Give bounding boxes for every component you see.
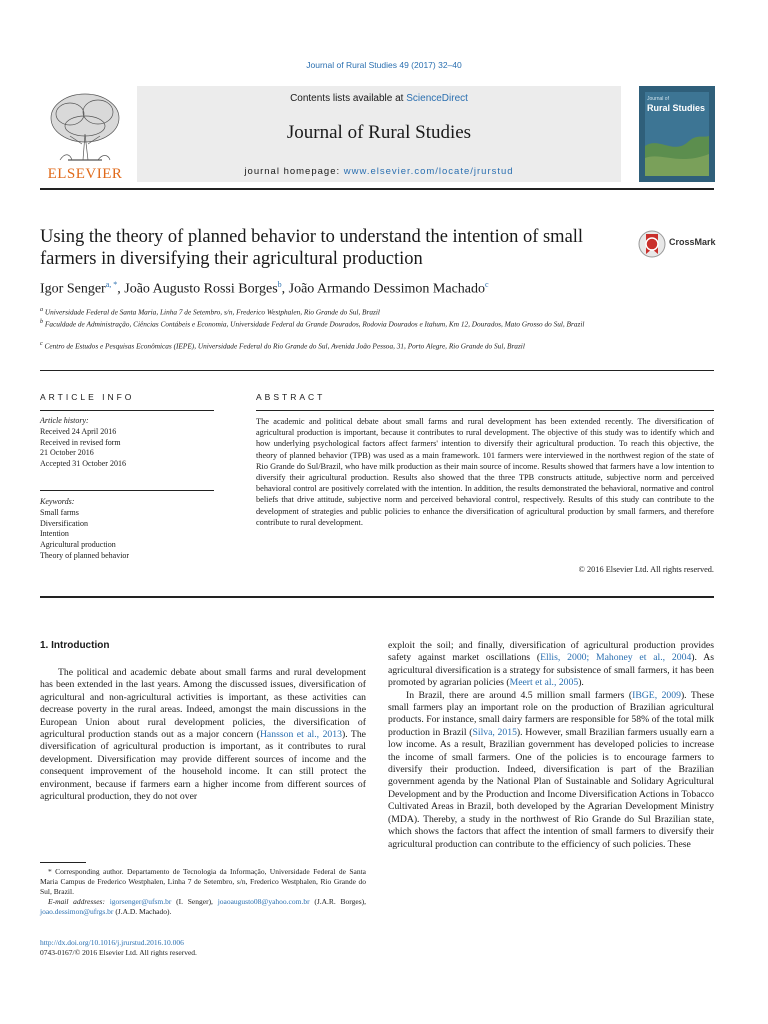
history-item: Received 24 April 2016: [40, 426, 117, 436]
citation-link[interactable]: Silva, 2015: [472, 726, 517, 738]
journal-homepage-line: [137, 166, 621, 177]
history-item: Received in revised form: [40, 437, 121, 447]
article-info-heading: ARTICLE INFO: [40, 392, 135, 402]
title-divider: [40, 370, 714, 371]
footnote-divider: [40, 862, 86, 863]
crossmark-label: CrossMark: [669, 237, 716, 247]
affiliation-c: [40, 339, 640, 352]
affiliation-mark: a: [40, 307, 44, 313]
text-run: ). As agricultural diversification is a strategy for subsistence of small farmers, it has been promoted by agrarian policies (: [388, 652, 714, 689]
history-item: 21 October 2016: [40, 448, 94, 458]
author-list: [40, 280, 720, 298]
author-separator: ,: [281, 281, 289, 297]
homepage-prefix: journal homepage:: [244, 166, 344, 177]
author-affiliation-mark[interactable]: c: [485, 280, 489, 289]
journal-cover-thumbnail[interactable]: [639, 86, 715, 182]
text-run: ). The diversification of agricultural production is important, as it contributes to rural development. Diversification may provide different sources of income and the consequent improvement of the household income. It can still protect the environment, because if farmers earn a higher income from different sources of agricultural production, they do not over: [40, 729, 366, 803]
author-name[interactable]: Igor Senger: [40, 281, 106, 297]
article-info-divider: [40, 410, 214, 411]
author-name[interactable]: João Armando Dessimon Machado: [288, 281, 485, 297]
doi-block: [40, 938, 366, 958]
email-link[interactable]: igorsenger@ufsm.br: [109, 897, 172, 906]
keyword-item: Theory of planned behavior: [40, 550, 130, 560]
journal-homepage-link[interactable]: www.elsevier.com/locate/jrurstud: [343, 166, 514, 177]
section-heading-introduction: 1. Introduction: [40, 640, 110, 651]
keywords-block: [40, 497, 220, 562]
crossmark-badge[interactable]: [638, 228, 718, 260]
email-addresses: [40, 897, 366, 917]
keyword-item: Small farms: [40, 507, 79, 517]
keywords-label: Keywords:: [40, 497, 75, 506]
journal-title: Journal of Rural Studies: [286, 122, 472, 143]
keyword-item: Diversification: [40, 518, 88, 528]
affiliation-mark: b: [40, 319, 44, 325]
corresponding-author-text: * Corresponding author. Departamento de Tecnologia da Informação, Universidade Federal de Santa Maria Campus de Frederico Westphalen, Linha 7 de Setembro, s/n, Frederico Westphalen, Rio Grande do Sul, Brazil.: [40, 867, 366, 896]
text-run: ).: [578, 677, 584, 689]
keyword-item: Agricultural production: [40, 540, 116, 550]
affiliation-mark: c: [40, 341, 43, 347]
author-name[interactable]: João Augusto Rossi Borges: [124, 281, 278, 297]
abstract-heading: ABSTRACT: [256, 392, 326, 402]
issn-copyright: 0743-0167/© 2016 Elsevier Ltd. All rights reserved.: [40, 948, 197, 957]
email-owner: (J.A.R. Borges),: [309, 897, 367, 906]
citation-link[interactable]: IBGE, 2009: [632, 689, 681, 701]
contents-prefix: Contents lists available at: [290, 93, 407, 104]
abstract-text: The academic and political debate about small farms and rural development has been extended recently. The diversification of agricultural production is important, because it contributes to rural development. The objective of this study was to identify which and how underlying psychological factors affect farmers' intention to diversify their agricultural production. To reach this objective, the theory of planned behavior (TPB) was used as a main framework. 101 farmers were interviewed in the northwest region of the state of Rio Grande do Sul/Brazil, who have milk production as their main source of income. Results showed that farmers have a low intention to diversify their agricultural production. Results also showed that the three TPB constructs attitude, subjective norm and perceived behavioral control are positively correlated with the intention. In addition, the results demonstrated the behavioral, normative and control beliefs that drive attitude, subjective norm and perceived behavioral control, respectively. Results of this study can contribute to the development of strategies and public policies to enhance the diversification of agricultural production by small farmers, and therefore contribute to rural development.: [256, 417, 714, 527]
abstract-bottom-divider: [40, 596, 714, 598]
text-run: exploit the soil; and finally, diversification of agricultural production provides safety against market oscillations (: [388, 640, 714, 664]
abstract-divider: [256, 410, 714, 411]
elsevier-wordmark: ELSEVIER: [47, 166, 123, 182]
affiliation-text: Faculdade de Administração, Ciências Contábeis e Economia, Universidade Federal da Grande Dourados, Rodovia Dourados e Itahum, Km 12, Dourados, Mato Grosso do Sul, Brazil: [44, 319, 585, 329]
body-column-left: [40, 667, 366, 803]
citation-link[interactable]: Ellis, 2000; Mahoney et al., 2004: [540, 652, 692, 664]
citation-link[interactable]: Meert et al., 2005: [509, 677, 579, 689]
keyword-item: Intention: [40, 529, 69, 539]
affiliation-b: [40, 317, 640, 330]
doi-link[interactable]: http://dx.doi.org/10.1016/j.jrurstud.2016.10.006: [40, 938, 184, 947]
cover-title: Rural Studies: [647, 103, 706, 113]
contents-available-line: [137, 93, 621, 104]
journal-reference-link[interactable]: Journal of Rural Studies 49 (2017) 32–40: [306, 60, 462, 70]
paragraph: [40, 667, 366, 803]
history-item: Accepted 31 October 2016: [40, 459, 126, 469]
text-run: In Brazil, there are around 4.5 million small farmers (: [406, 689, 633, 701]
email-link[interactable]: joaoaugusto08@yahoo.com.br: [217, 897, 310, 906]
text-run: The political and academic debate about small farms and rural development has been extended in the last years. Among the discussed issues, diversification of agricultural and non-agricultural activities is important, as these activities can decrease poverty in the rural areas. Indeed, amongst the main discussions in the European Union about rural development policies, the diversification of agricultural production stands out as a major concern (: [40, 667, 366, 741]
header-divider: [40, 188, 714, 190]
text-run: ). These small farmers play an important role on the production of Brazilian agricultural products. For instance, small dairy farmers are responsible for 58% of the total milk production in Brazil (: [388, 689, 714, 738]
abstract-copyright: © 2016 Elsevier Ltd. All rights reserved.: [578, 565, 714, 574]
cover-journal-label: Journal of: [647, 96, 669, 102]
sciencedirect-link[interactable]: ScienceDirect: [406, 93, 468, 104]
keywords-divider: [40, 490, 214, 491]
body-column-right: [388, 640, 714, 851]
email-owner: (J.A.D. Machado).: [113, 907, 172, 916]
affiliation-text: Centro de Estudos e Pesquisas Econômicas (IEPE), Universidade Federal do Rio Grande do Sul, Avenida João Pessoa, 31, Porto Alegre, Rio Grande do Sul, Brazil: [44, 341, 525, 351]
email-label: E-mail addresses:: [48, 897, 110, 906]
citation-link[interactable]: Hansson et al., 2013: [259, 729, 342, 741]
affiliation-a: [40, 305, 640, 318]
article-history: [40, 416, 220, 470]
paper-title: Using the theory of planned behavior to understand the intention of small farmers in diversifying their agricultural production: [40, 227, 584, 269]
paragraph: [388, 690, 714, 851]
paragraph: [388, 640, 714, 690]
history-label: Article history:: [40, 416, 89, 425]
crossmark-icon: [638, 228, 666, 260]
author-affiliation-mark[interactable]: a, *: [105, 280, 118, 289]
email-link[interactable]: joao.dessimon@ufrgs.br: [40, 907, 114, 916]
author-affiliation-mark[interactable]: b: [277, 280, 282, 289]
corresponding-author-footnote: [40, 867, 366, 917]
author-separator: ,: [117, 281, 125, 297]
text-run: ). However, small Brazilian farmers usually earn a low income. As a result, Brazilian government has developed policies to increase the income of small farmers. One of the policies is to encourage farmers to diversify their production. Indeed, diversification is part of the Brazilian government agenda by the National Plan of Sustainable and Solidary Agricultural Development and by the Production and Income Diversification Actions in Tobacco Cultivated Areas in Brazil, both developed by the Agrarian Development Ministry (MDA). Thereby, a study in the northwest of Rio Grande do Sul Brazilian state, which shows the factors that affect the intention of small farmers to diversify their agricultural production can contribute to the efficiency of such policies. These: [388, 726, 715, 850]
affiliation-text: Universidade Federal de Santa Maria, Linha 7 de Setembro, s/n, Frederico Westphalen, Rio Grande do Sul, Brazil: [44, 307, 380, 317]
email-owner: (I. Senger),: [171, 897, 218, 906]
